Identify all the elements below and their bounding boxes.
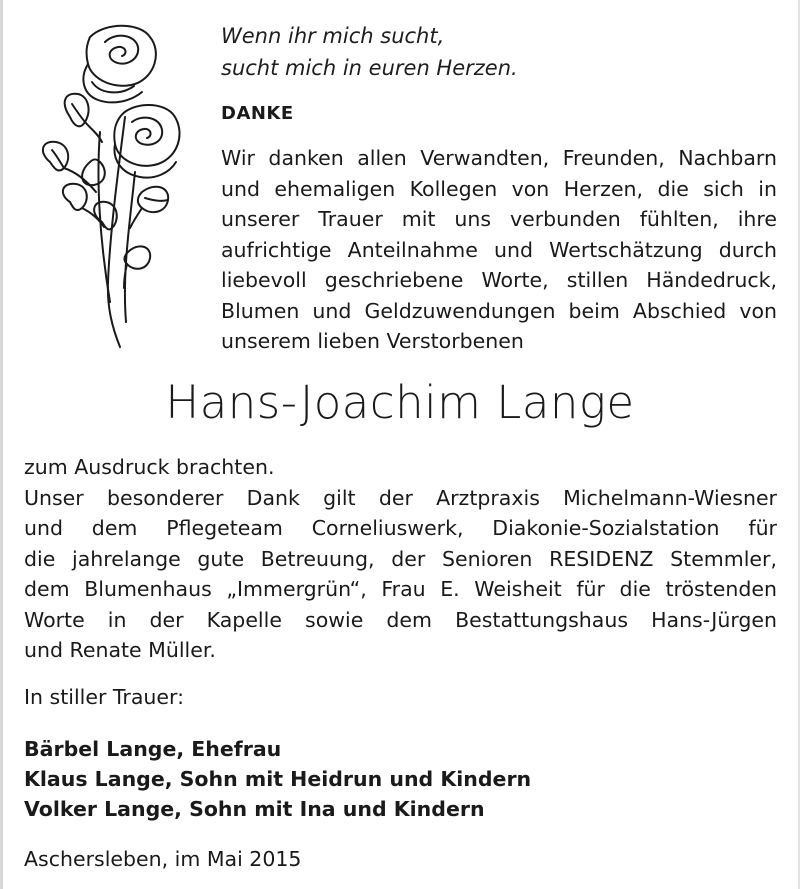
danke-heading: DANKE: [221, 103, 294, 124]
continuation-line: dem Blumenhaus „Immergrün“, Frau E. Weisheit für die tröstenden: [24, 577, 777, 601]
motto-line-1: Wenn ihr mich sucht,: [221, 24, 445, 48]
continuation-line: die jahrelange gute Betreuung, der Senioren RESIDENZ Stemmler,: [24, 546, 777, 571]
deceased-name: Hans-Joachim Lange: [165, 376, 635, 429]
continuation-line: zum Ausdruck brachten.: [24, 455, 275, 479]
lower-text-block: [24, 452, 777, 875]
signer: Klaus Lange, Sohn mit Heidrun und Kindern: [24, 767, 532, 791]
continuation-line: und dem Pflegeteam Corneliuswerk, Diakonie-Sozialstation für: [24, 516, 777, 540]
continuation-paragraph: [24, 452, 777, 666]
motto-line-2: sucht mich in euren Herzen.: [221, 56, 518, 80]
mourning-line: In stiller Trauer:: [24, 684, 184, 709]
rose-illustration-icon: [30, 22, 190, 352]
continuation-line: Worte in der Kapelle sowie dem Bestattungshaus Hans-Jürgen: [24, 607, 777, 632]
signer: Bärbel Lange, Ehefrau: [24, 737, 282, 761]
left-border: [0, 0, 3, 889]
continuation-line: und Renate Müller.: [24, 638, 216, 662]
upper-text-block: [221, 20, 777, 357]
signers-list: [24, 734, 777, 824]
place-date: Aschersleben, im Mai 2015: [24, 847, 302, 871]
thanks-paragraph: Wir danken allen Verwandten, Freunden, Nachbarn und ehemaligen Kollegen von Herzen, die sich in unserer Trauer mit uns verbunden fühlten, ihre aufrichtige Anteilnahme und Wertschätzung durch liebevoll geschriebene Worte, stillen Händedruck, Blumen und Geldzuwendungen beim Abschied von unserem lieben Verstorbenen: [221, 146, 777, 353]
continuation-line: Unser besonderer Dank gilt der Arztpraxis Michelmann-Wiesner: [24, 485, 777, 510]
signer: Volker Lange, Sohn mit Ina und Kindern: [24, 797, 485, 821]
motto: [221, 20, 777, 84]
